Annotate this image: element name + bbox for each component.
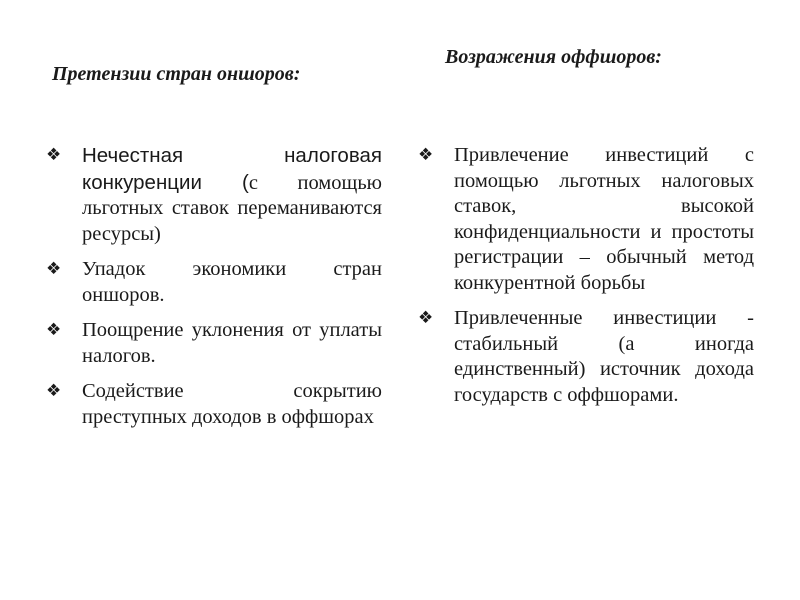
list-item	[46, 257, 382, 308]
diamond-bullet-icon: ❖	[46, 145, 62, 165]
diamond-bullet-icon: ❖	[46, 320, 62, 340]
item-text-serif: с помощью льготных ставок переманиваются ресурсы)	[82, 171, 382, 245]
diamond-bullet-icon: ❖	[418, 308, 434, 328]
list-item	[46, 379, 382, 430]
diamond-bullet-icon: ❖	[46, 259, 62, 279]
item-text: Содействие сокрытию преступных доходов в оффшорах	[82, 380, 382, 428]
offshore-objections-list	[418, 143, 754, 418]
item-text-sans: Нечестная налоговая конкуренции (	[82, 144, 382, 194]
list-item	[418, 143, 754, 296]
list-item	[46, 318, 382, 369]
item-text: Привлечение инвестиций с помощью льготных налоговых ставок, высокой конфиденциальности и простоты регистрации – обычный метод конкурентной борьбы	[454, 144, 754, 294]
item-text: Поощрение уклонения от уплаты налогов.	[82, 319, 382, 367]
onshore-claims-list	[46, 143, 382, 440]
right-column-heading: Возражения оффшоров:	[445, 46, 662, 68]
item-text: Упадок экономики стран оншоров.	[82, 258, 382, 306]
list-item	[418, 306, 754, 408]
diamond-bullet-icon: ❖	[46, 381, 62, 401]
item-text: Привлеченные инвестиции - стабильный (а иногда единственный) источник дохода государств с оффшорами.	[454, 307, 754, 406]
diamond-bullet-icon: ❖	[418, 145, 434, 165]
left-column-heading: Претензии стран оншоров:	[52, 63, 301, 85]
list-item	[46, 143, 382, 247]
